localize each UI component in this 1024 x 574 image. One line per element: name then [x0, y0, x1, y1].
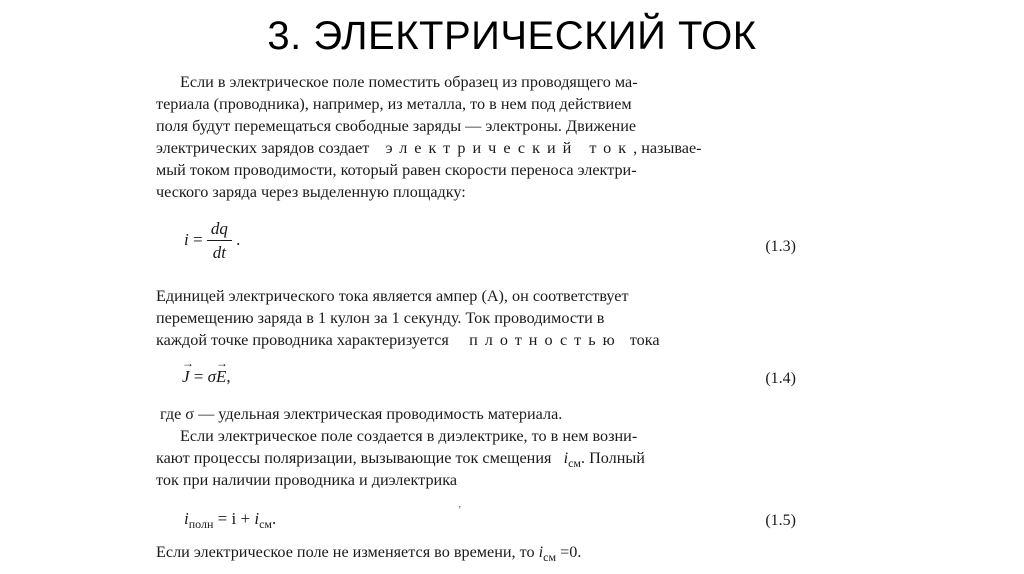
eq-sign: = — [193, 367, 204, 386]
text-line: Если в электрическое поле поместить образец из проводящего ма- — [180, 73, 638, 91]
text-line: мый током проводимости, который равен скорости переноса электри- — [156, 161, 637, 179]
vector-j: → J — [182, 366, 190, 387]
equation-1-4 — [182, 366, 231, 387]
subscript: полн — [188, 517, 214, 531]
spaced-term: электрический ток — [385, 139, 634, 157]
equation-number: (1.5) — [765, 512, 796, 529]
eq-symbol: i — [184, 229, 189, 249]
vector-e: → E — [216, 366, 226, 387]
text-fragment: , называе- — [633, 139, 702, 157]
equation-number: (1.3) — [765, 238, 796, 255]
current-symbol: i — [254, 509, 260, 528]
text-line: Если электрическое поле создается в диэлектрике, то в нем возни- — [180, 427, 638, 445]
scan-speck: ʼ — [458, 505, 462, 516]
slide-title: 3. ЭЛЕКТРИЧЕСКИЙ ТОК — [267, 14, 757, 58]
text-line: где σ — удельная электрическая проводимость материала. — [160, 405, 563, 423]
subscript: см — [543, 550, 557, 564]
text-line: ток при наличии проводника и диэлектрика — [156, 471, 458, 489]
current-symbol: i — [184, 509, 189, 528]
eq-tail: . — [271, 509, 277, 528]
eq-sign: = — [192, 229, 203, 249]
equation-number: (1.4) — [765, 370, 796, 387]
text-fragment: тока — [629, 331, 660, 349]
text-fragment: электрических зарядов создает — [156, 139, 370, 157]
text-fragment: =0. — [560, 543, 582, 561]
spaced-term: плотностью — [469, 331, 622, 349]
fraction-denominator: dt — [212, 243, 226, 263]
text-line: поля будут перемещаться свободные заряды — электроны. Движение — [156, 117, 637, 135]
text-line — [156, 330, 660, 351]
subscript: см — [568, 456, 582, 470]
text-fragment: кают процессы поляризации, вызывающие ток смещения — [156, 449, 552, 467]
text-fragment: . Полный — [581, 449, 645, 467]
sigma-symbol: σ — [207, 367, 217, 386]
text-fragment: каждой точке проводника характеризуется — [156, 331, 449, 349]
equation-1-3 — [184, 218, 240, 264]
equation-1-5 — [184, 508, 276, 535]
scanned-page — [156, 72, 804, 572]
text-line — [156, 542, 581, 568]
fraction — [207, 218, 232, 264]
text-line: териала (проводника), например, из металла, то в нем под действием — [156, 95, 632, 113]
eq-tail: . — [236, 229, 241, 249]
current-symbol: i — [538, 543, 544, 561]
subscript: см — [259, 517, 272, 531]
text-fragment: Если электрическое поле не изменяется во времени, то — [156, 543, 535, 561]
text-line: перемещению заряда в 1 кулон за 1 секунду. Ток проводимости в — [156, 309, 605, 327]
eq-tail: , — [226, 367, 231, 386]
text-line — [156, 138, 702, 159]
text-line: Единицей электрического тока является ампер (А), он соответствует — [156, 287, 629, 305]
fraction-numerator: dq — [207, 218, 232, 241]
eq-middle: = i + — [217, 509, 251, 528]
text-line: ческого заряда через выделенную площадку: — [156, 183, 466, 201]
current-symbol: i — [563, 449, 569, 467]
